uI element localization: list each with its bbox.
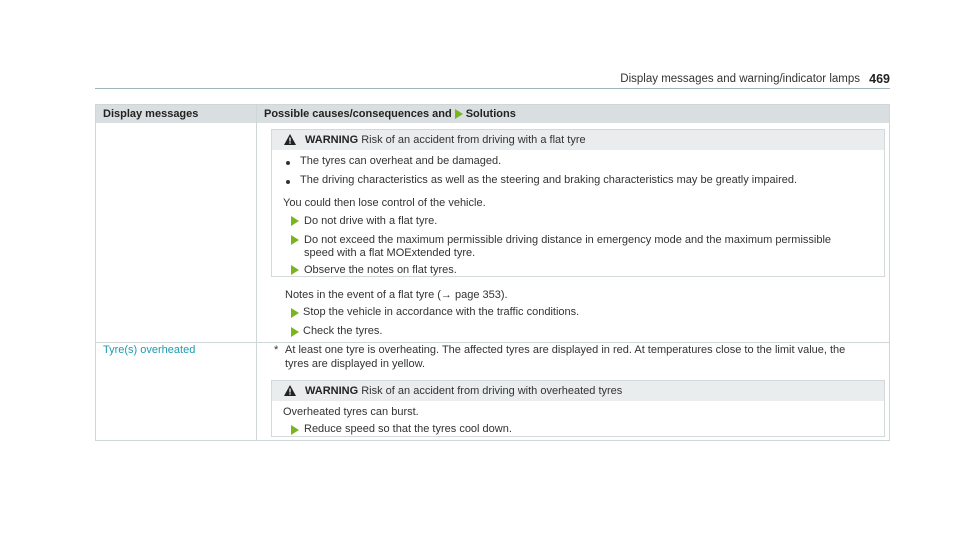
bullet-icon — [286, 180, 290, 184]
col-header-causes — [264, 108, 516, 120]
asterisk-marker: * — [274, 344, 279, 356]
step-text-2: Do not exceed the maximum permissible driving distance in emergency mode and the maximum permissible — [304, 234, 832, 246]
warning-consequence: You could then lose control of the vehicle. — [283, 197, 486, 209]
col-header-causes-label: Possible causes/consequences and — [264, 108, 452, 120]
page-ref-arrow-icon: → — [440, 289, 452, 301]
solution-arrow-icon — [455, 109, 463, 119]
warning-box-flat-tyre — [271, 129, 885, 277]
action-arrow-icon — [291, 327, 299, 337]
note-text: Notes in the event of a flat tyre ( — [285, 289, 441, 301]
col-header-solutions-label: Solutions — [465, 108, 516, 120]
warning-box-overheated — [271, 380, 885, 437]
bullet-text-1: The tyres can overheat and be damaged. — [300, 155, 502, 167]
warning-header — [272, 130, 884, 150]
action-text-2: Check the tyres. — [303, 325, 383, 337]
column-divider — [256, 105, 257, 440]
table-header — [96, 105, 889, 123]
step-arrow-icon — [291, 425, 299, 435]
header-divider — [95, 88, 890, 89]
flat-tyre-note — [285, 288, 508, 302]
message-tyre-overheated: Tyre(s) overheated — [103, 344, 196, 356]
bullet-text-2: The driving characteristics as well as the steering and braking characteristics may be greatly impaired. — [300, 174, 798, 186]
section-title: Display messages and warning/indicator lamps — [620, 73, 860, 85]
action-text-1: Stop the vehicle in accordance with the traffic conditions. — [303, 306, 580, 318]
warning-label — [305, 385, 622, 397]
step-text-2-cont: speed with a flat MOExtended tyre. — [304, 247, 476, 259]
warning-triangle-icon — [284, 385, 296, 396]
step-arrow-icon — [291, 235, 299, 245]
display-messages-table — [95, 104, 890, 441]
step-text: Reduce speed so that the tyres cool down. — [304, 423, 512, 435]
overheat-cause-line-2: tyres are displayed in yellow. — [285, 358, 426, 370]
step-arrow-icon — [291, 265, 299, 275]
page-number: 469 — [869, 72, 890, 86]
overheat-cause-line-1: At least one tyre is overheating. The affected tyres are displayed in red. At temperatures close to the limit value, the — [285, 344, 846, 356]
warning-label-text: WARNING — [305, 134, 359, 146]
step-arrow-icon — [291, 216, 299, 226]
warning-consequence: Overheated tyres can burst. — [283, 406, 419, 418]
warning-label-text: WARNING — [305, 385, 359, 397]
step-text-1: Do not drive with a flat tyre. — [304, 215, 438, 227]
bullet-icon — [286, 161, 290, 165]
step-text-3: Observe the notes on flat tyres. — [304, 264, 457, 276]
warning-triangle-icon — [284, 134, 296, 145]
action-arrow-icon — [291, 308, 299, 318]
warning-label — [305, 134, 586, 146]
warning-header — [272, 381, 884, 401]
warning-title: Risk of an accident from driving with a flat tyre — [361, 134, 586, 146]
warning-title: Risk of an accident from driving with overheated tyres — [361, 385, 623, 397]
page-reference-link[interactable]: page 353). — [454, 289, 508, 301]
col-header-display-messages: Display messages — [103, 108, 199, 120]
